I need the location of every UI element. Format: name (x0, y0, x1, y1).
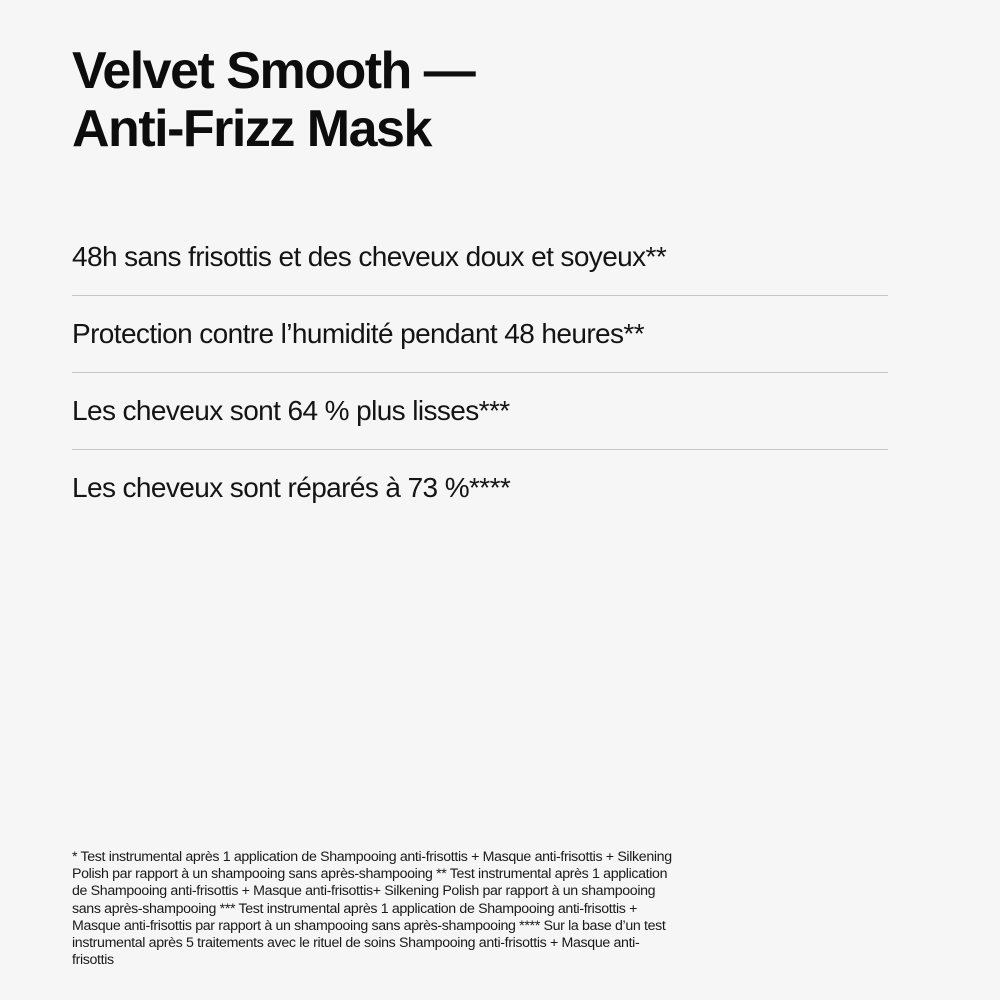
footnote-line: frisottis (72, 952, 114, 969)
footnote-line: instrumental après 5 traitements avec le rituel de soins Shampooing anti-frisottis + Masque anti- (72, 935, 640, 952)
benefit-item-humidity: Protection contre l’humidité pendant 48 heures** (72, 295, 888, 372)
benefits-list (72, 218, 888, 526)
benefit-item-smoothness: Les cheveux sont 64 % plus lisses*** (72, 372, 888, 449)
product-title (72, 42, 474, 158)
footnote-line: Polish par rapport à un shampooing sans après-shampooing ** Test instrumental après 1 application (72, 866, 668, 883)
footnote-line: * Test instrumental après 1 application de Shampooing anti-frisottis + Masque anti-frisottis + Silkening (72, 849, 672, 865)
benefit-item-frizz: 48h sans frisottis et des cheveux doux et soyeux** (72, 240, 667, 272)
footnote-line: de Shampooing anti-frisottis + Masque anti-frisottis+ Silkening Polish par rapport à un shampooing (72, 883, 656, 900)
product-title-line-1: Velvet Smooth — (72, 42, 475, 100)
footnote-disclaimer (72, 849, 892, 969)
footnote-line: sans après-shampooing *** Test instrumental après 1 application de Shampooing anti-frisottis + (72, 900, 638, 917)
footnote-line: Masque anti-frisottis par rapport à un shampooing sans après-shampooing **** Sur la base d’un test (72, 917, 666, 934)
benefit-item-repair: Les cheveux sont réparés à 73 %**** (72, 449, 888, 526)
product-title-line-2: Anti-Frizz Mask (72, 100, 431, 158)
